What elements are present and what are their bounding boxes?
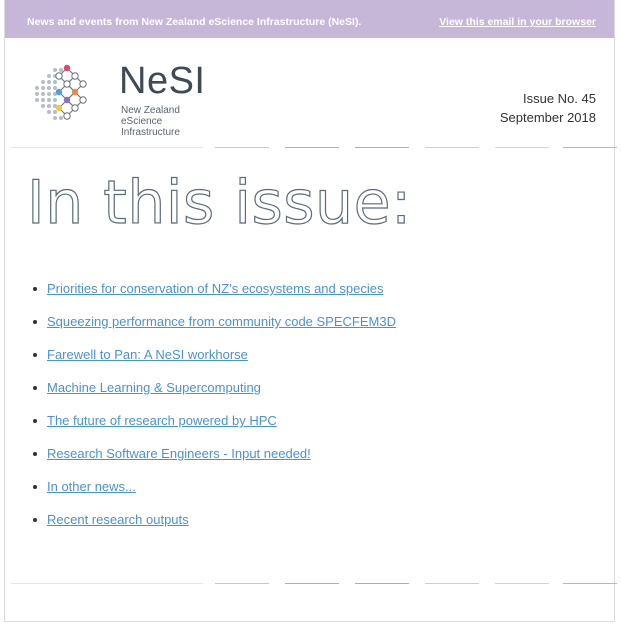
- divider-bottom: [5, 583, 614, 585]
- table-of-contents: [33, 279, 396, 543]
- divider-segment: [285, 147, 339, 148]
- bullet-icon: [33, 452, 37, 456]
- toc-link[interactable]: In other news...: [47, 479, 136, 494]
- divider-segment: [355, 147, 409, 148]
- section-title: In this issue:: [27, 168, 412, 238]
- toc-link[interactable]: The future of research powered by HPC: [47, 413, 277, 428]
- bullet-icon: [33, 518, 37, 522]
- bullet-icon: [33, 353, 37, 357]
- nesi-logo-mark-icon: [27, 58, 99, 130]
- toc-item: [33, 477, 396, 510]
- divider-top: [5, 147, 614, 149]
- divider-segment: [11, 147, 203, 148]
- divider-segment: [215, 147, 269, 148]
- bullet-icon: [33, 386, 37, 390]
- issue-date: September 2018: [499, 110, 596, 125]
- logo-wordmark: NeSI: [119, 60, 206, 102]
- toc-link[interactable]: Squeezing performance from community code SPECFEM3D: [47, 314, 396, 329]
- logo-subtitle-line1: New Zealand eScience: [121, 105, 180, 127]
- logo-subtitle: [121, 105, 207, 138]
- header-bar: [5, 0, 614, 38]
- toc-link[interactable]: Farewell to Pan: A NeSI workhorse: [47, 347, 248, 362]
- logo-subtitle-line2: Infrastructure: [121, 127, 180, 138]
- divider-segment: [563, 147, 617, 148]
- bullet-icon: [33, 419, 37, 423]
- divider-segment: [495, 147, 549, 148]
- toc-item: [33, 345, 396, 378]
- toc-link[interactable]: Recent research outputs: [47, 512, 189, 527]
- toc-item: [33, 312, 396, 345]
- view-in-browser-link[interactable]: View this email in your browser: [439, 16, 596, 28]
- issue-info: [500, 89, 596, 127]
- divider-segment: [285, 583, 339, 584]
- bullet-icon: [33, 485, 37, 489]
- bullet-icon: [33, 287, 37, 291]
- toc-item: [33, 444, 396, 477]
- divider-segment: [495, 583, 549, 584]
- toc-link[interactable]: Research Software Engineers - Input needed!: [47, 446, 311, 461]
- toc-link[interactable]: Machine Learning & Supercomputing: [47, 380, 261, 395]
- toc-item: [33, 279, 396, 312]
- toc-item: [33, 510, 396, 543]
- divider-segment: [355, 583, 409, 584]
- header-tagline: News and events from New Zealand eScience Infrastructure (NeSI).: [27, 16, 362, 28]
- divider-segment: [11, 583, 203, 584]
- bullet-icon: [33, 320, 37, 324]
- toc-link[interactable]: Priorities for conservation of NZ’s ecosystems and species: [47, 281, 384, 296]
- email-frame: [4, 0, 615, 622]
- toc-item: [33, 378, 396, 411]
- issue-number: Issue No. 45: [523, 91, 596, 106]
- divider-segment: [425, 147, 479, 148]
- nesi-logo[interactable]: [27, 56, 207, 138]
- divider-segment: [425, 583, 479, 584]
- divider-segment: [563, 583, 617, 584]
- toc-item: [33, 411, 396, 444]
- divider-segment: [215, 583, 269, 584]
